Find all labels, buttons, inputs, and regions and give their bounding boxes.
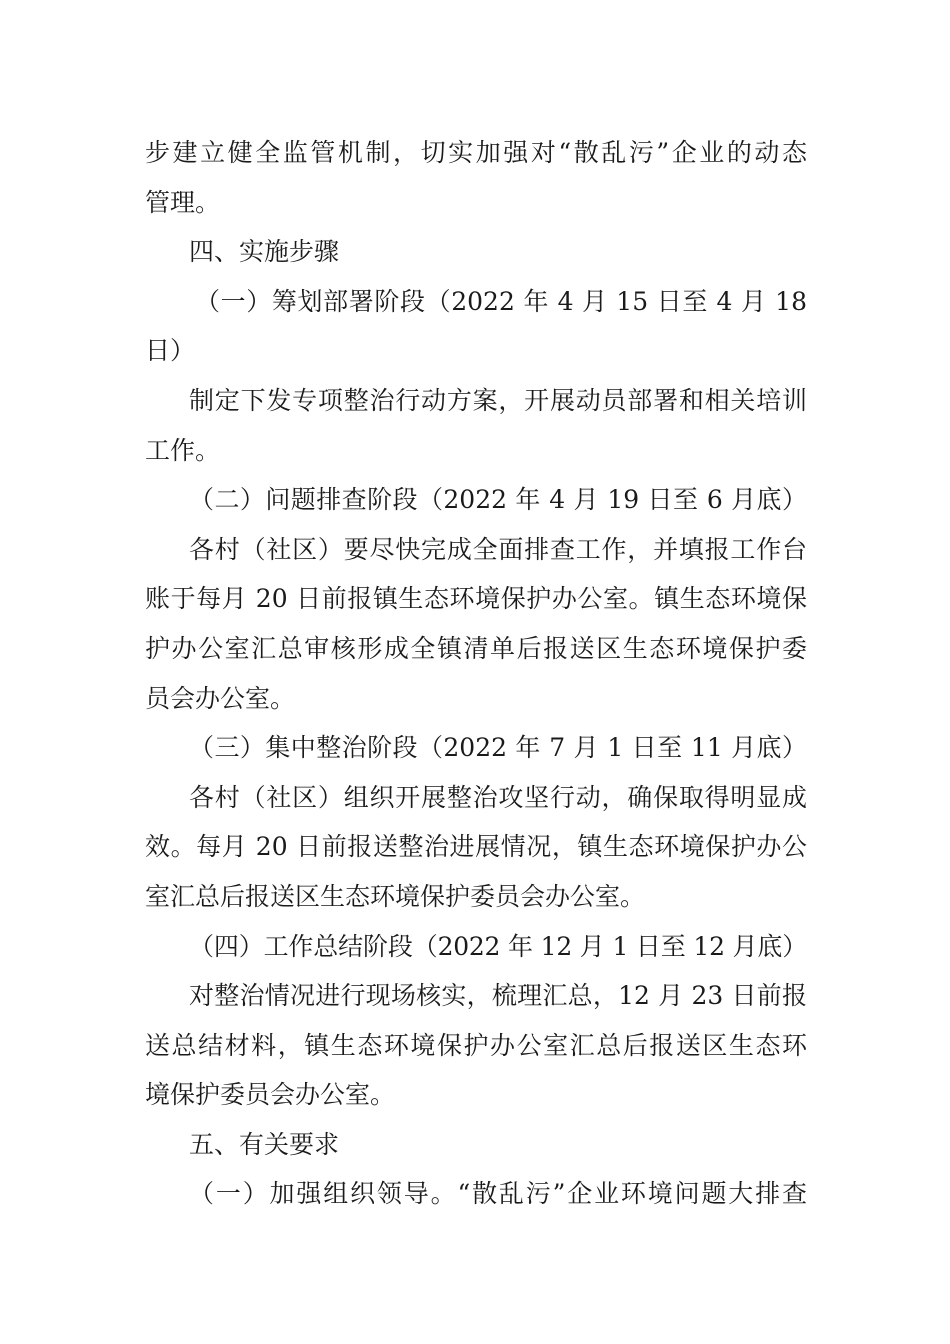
paragraph-line: 效。每月 20 日前报送整治进展情况，镇生态环境保护办公	[145, 832, 807, 862]
subsection-heading-continued: 日）	[145, 336, 196, 366]
subsection-heading: （四）工作总结阶段（2022 年 12 月 1 日至 12 月底）	[189, 931, 807, 961]
paragraph-line: 员会办公室。	[145, 683, 296, 713]
paragraph-line: 步建立健全监管机制，切实加强对“散乱污”企业的动态	[145, 138, 807, 167]
document-body	[145, 128, 807, 1219]
paragraph-line: 账于每月 20 日前报镇生态环境保护办公室。镇生态环境保	[145, 584, 807, 614]
paragraph-line: 工作。	[145, 435, 221, 465]
paragraph-line: 各村（社区）组织开展整治攻坚行动，确保取得明显成	[189, 782, 807, 812]
subsection-heading: （二）问题排查阶段（2022 年 4 月 19 日至 6 月底）	[189, 485, 807, 515]
paragraph-line: 室汇总后报送区生态环境保护委员会办公室。	[145, 881, 646, 911]
paragraph-line: 护办公室汇总审核形成全镇清单后报送区生态环境保护委	[145, 633, 807, 663]
paragraph-line: 制定下发专项整治行动方案，开展动员部署和相关培训	[189, 385, 807, 415]
subsection-heading: （三）集中整治阶段（2022 年 7 月 1 日至 11 月底）	[189, 733, 807, 763]
paragraph-line: 送总结材料，镇生态环境保护办公室汇总后报送区生态环	[145, 1030, 807, 1060]
paragraph-line: 管理。	[145, 187, 221, 217]
subsection-heading: （一）筹划部署阶段（2022 年 4 月 15 日至 4 月 18	[195, 286, 807, 316]
section-heading: 四、实施步骤	[189, 237, 340, 267]
paragraph-line: 对整治情况进行现场核实，梳理汇总，12 月 23 日前报	[189, 981, 807, 1011]
section-heading: 五、有关要求	[189, 1129, 340, 1159]
subsection-heading: （一）加强组织领导。“散乱污”企业环境问题大排查	[189, 1179, 807, 1209]
paragraph-line: 各村（社区）要尽快完成全面排查工作，并填报工作台	[189, 534, 807, 564]
paragraph-line: 境保护委员会办公室。	[145, 1080, 396, 1110]
